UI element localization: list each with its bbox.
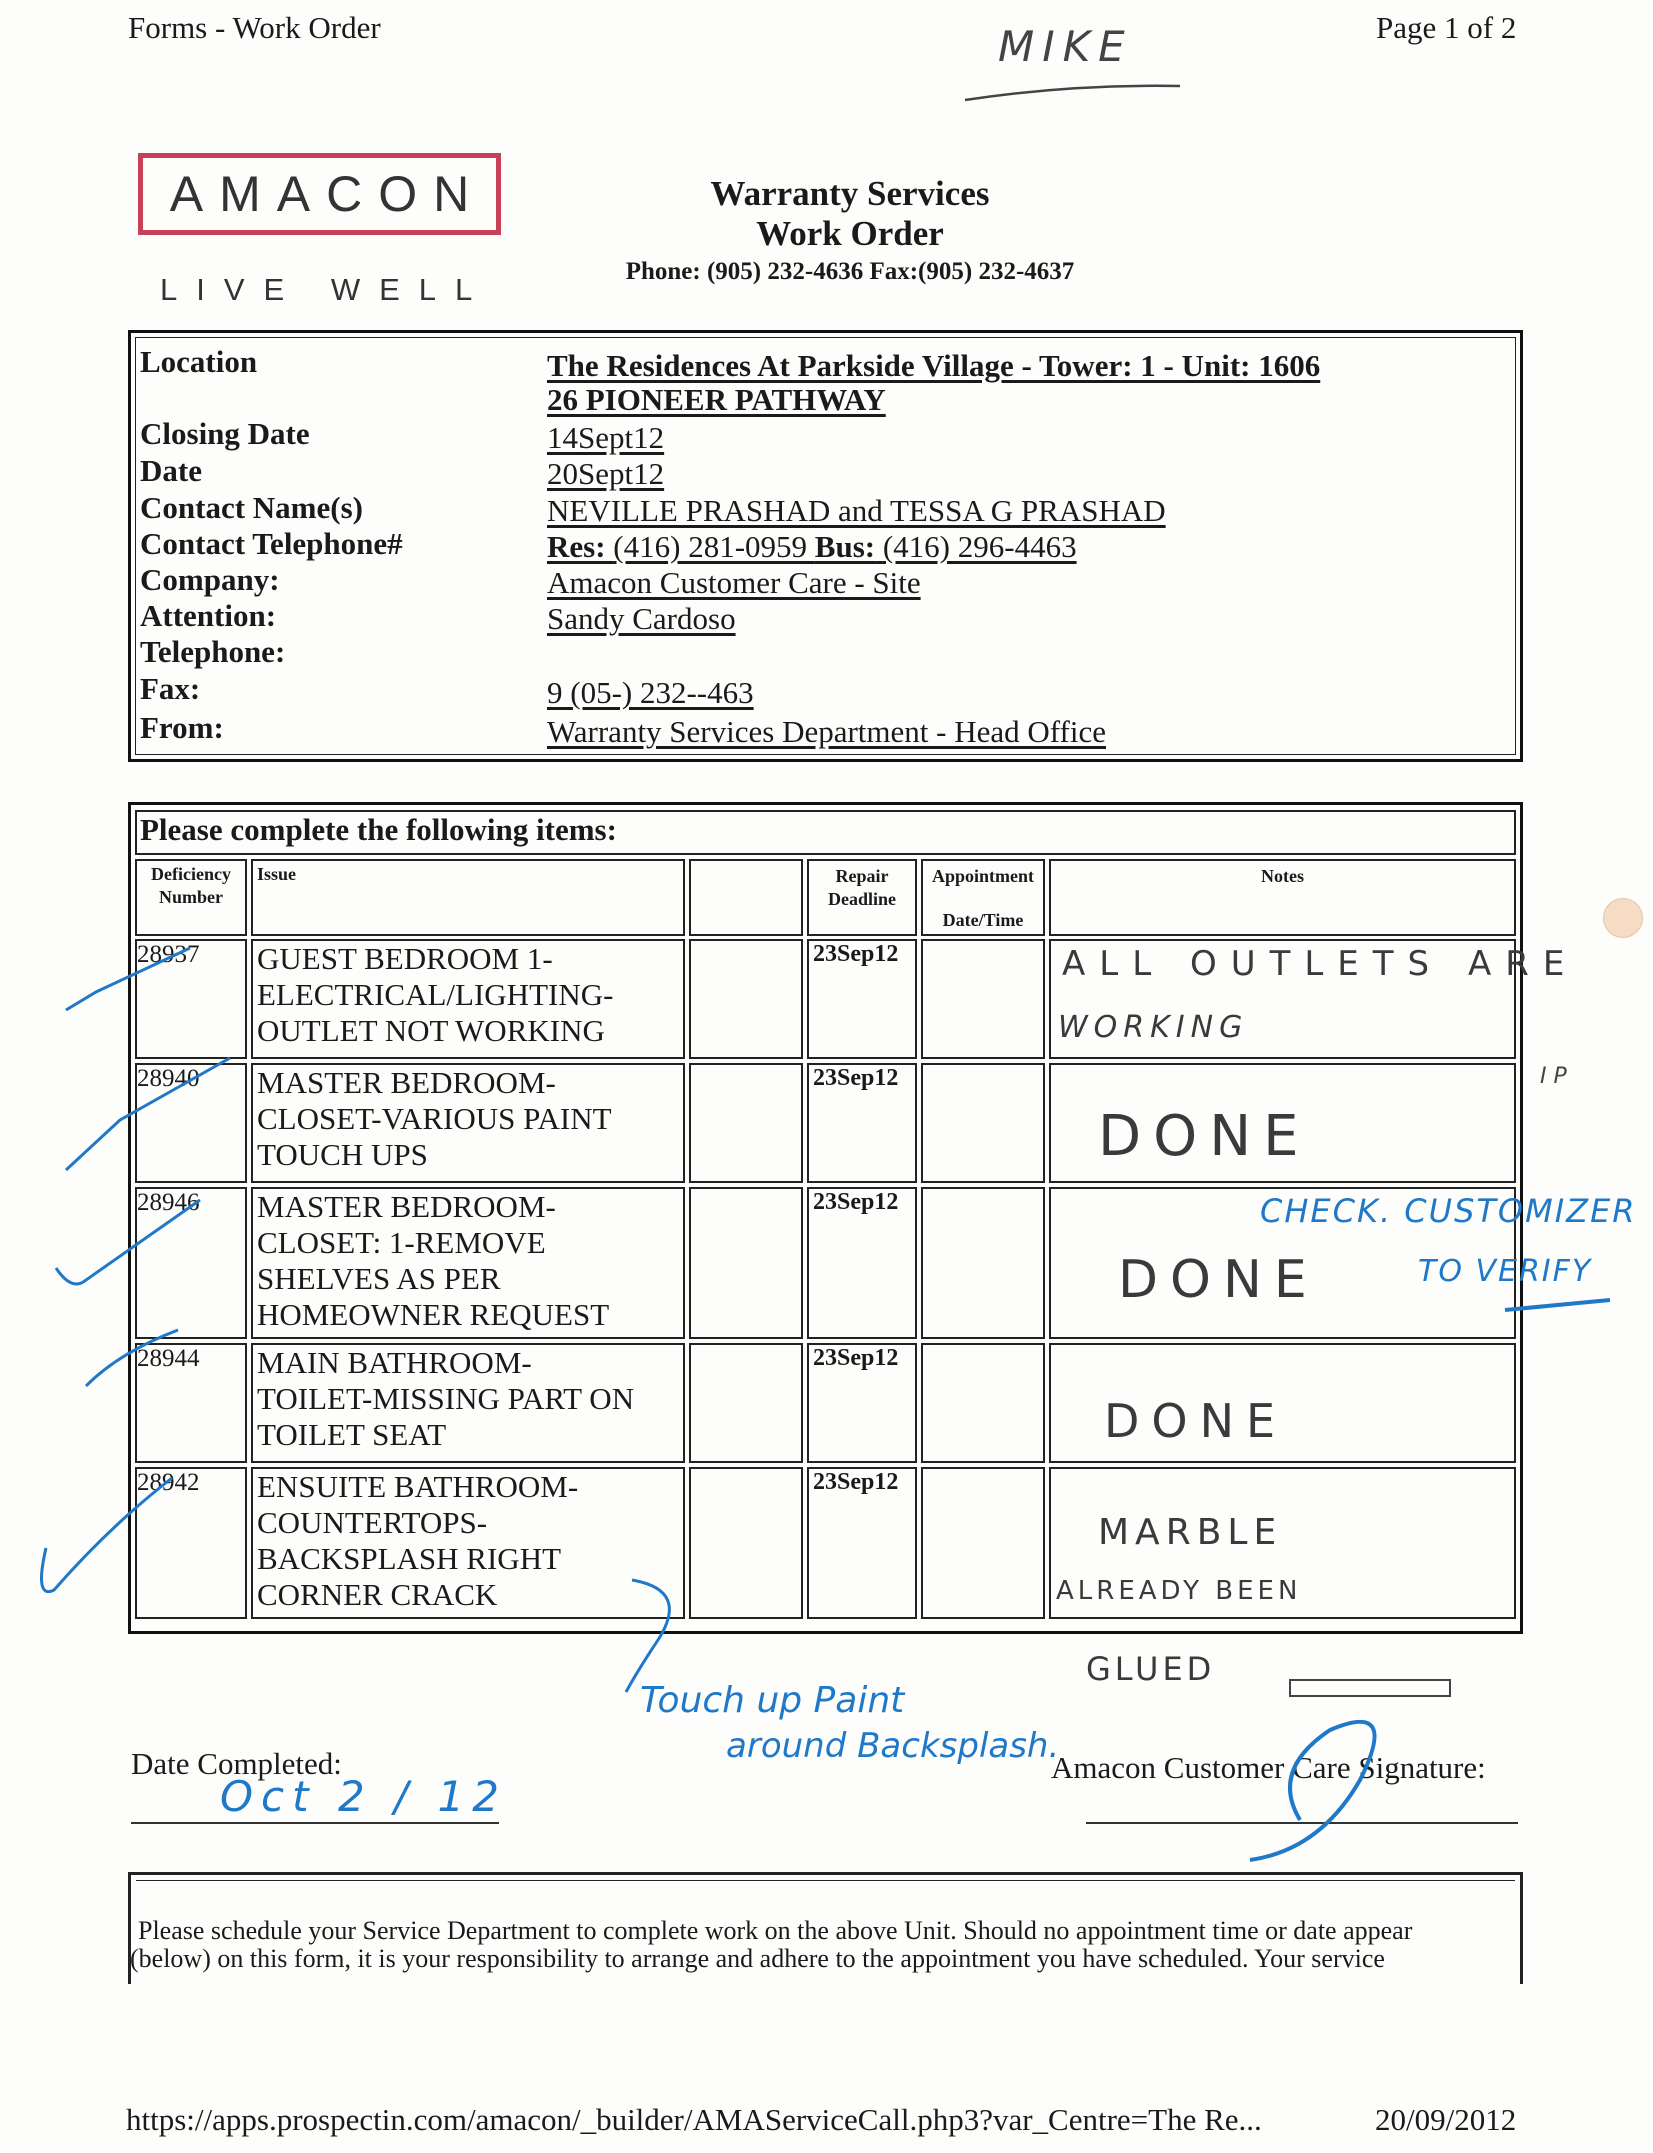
issue-line: CORNER CRACK — [257, 1577, 498, 1612]
note-row2: DONE — [1098, 1104, 1311, 1169]
company-label: Company: — [140, 562, 280, 597]
fax-label: Fax: — [140, 671, 201, 706]
note-row5-line2: ALREADY BEEN — [1056, 1576, 1302, 1606]
contact-names: NEVILLE PRASHAD and TESSA G PRASHAD — [547, 493, 1166, 528]
note-row1-line1: ALL OUTLETS ARE — [1062, 944, 1579, 984]
col-repair-2: Deadline — [827, 889, 896, 909]
contact-label: Contact Name(s) — [140, 490, 363, 525]
repair-deadline-cell — [807, 1187, 917, 1339]
issue-line: ENSUITE BATHROOM- — [257, 1469, 579, 1504]
appointment-cell — [921, 1343, 1045, 1463]
col-issue-label: Issue — [257, 864, 297, 884]
doc-subtitle: Work Order — [756, 214, 944, 253]
company: Amacon Customer Care - Site — [547, 565, 921, 600]
repair-deadline-cell — [807, 1467, 917, 1619]
attention: Sandy Cardoso — [547, 601, 736, 636]
col-issue — [251, 859, 685, 936]
col-appt-2: Date/Time — [942, 910, 1024, 930]
note-touch-up: Touch up Paint — [640, 1680, 905, 1721]
closing-date: 14Sept12 — [547, 420, 665, 455]
blue-curve-mark — [600, 1570, 700, 1700]
checkmarks — [0, 900, 260, 1620]
res-label: Res: — [547, 529, 606, 564]
note-row3-verify: TO VERIFY — [1418, 1254, 1593, 1289]
issue-cell — [251, 939, 685, 1059]
fax: 9 (05-) 232--463 — [547, 675, 754, 710]
issue-line: COUNTERTOPS- — [257, 1505, 488, 1540]
deficiency-number: 28940 — [137, 1065, 200, 1092]
repair-deadline-cell — [807, 1343, 917, 1463]
signature-label: Amacon Customer Care Signature: — [1051, 1750, 1486, 1785]
blue-arrow-mark — [1500, 1290, 1620, 1320]
handwritten-underline — [960, 78, 1185, 108]
date-completed-label: Date Completed: — [131, 1746, 342, 1781]
issue-line: SHELVES AS PER — [257, 1261, 501, 1296]
issue-line: MASTER BEDROOM- — [257, 1189, 556, 1224]
deficiency-number: 28946 — [137, 1189, 200, 1216]
repair-deadline-cell — [807, 1063, 917, 1183]
signature-mark — [1230, 1660, 1470, 1890]
attention-label: Attention: — [140, 598, 277, 633]
blank-cell — [689, 1063, 803, 1183]
issue-line: TOILET SEAT — [257, 1417, 447, 1452]
repair-deadline: 23Sep12 — [813, 1469, 899, 1495]
contact-tel-label: Contact Telephone# — [140, 526, 403, 561]
stain-mark — [1603, 898, 1643, 938]
blank-cell — [689, 1467, 803, 1619]
bus-label: Bus: — [814, 529, 876, 564]
blank-cell — [689, 1187, 803, 1339]
col-def-2: Number — [159, 887, 223, 907]
note-row5-line1: MARBLE — [1098, 1512, 1283, 1553]
closing-date-label: Closing Date — [140, 416, 310, 451]
notice-line2: (below) on this form, it is your responsibility to arrange and adhere to the appointment you have scheduled. Your service — [130, 1944, 1385, 1973]
note-row5-line3: GLUED — [1086, 1650, 1216, 1688]
appointment-cell — [921, 939, 1045, 1059]
handwritten-name: MIKE — [998, 22, 1133, 71]
issue-line: GUEST BEDROOM 1- — [257, 941, 553, 976]
repair-deadline: 23Sep12 — [813, 1065, 899, 1091]
logo-tagline: LIVE WELL — [160, 272, 492, 307]
amacon-logo — [138, 153, 501, 235]
repair-deadline: 23Sep12 — [813, 1345, 899, 1371]
issue-line: BACKSPLASH RIGHT — [257, 1541, 562, 1576]
from-label: From: — [140, 710, 224, 745]
issue-cell — [251, 1187, 685, 1339]
print-date: 20/09/2012 — [1375, 2102, 1517, 2137]
issue-line: CLOSET: 1-REMOVE — [257, 1225, 546, 1260]
location-line1: The Residences At Parkside Village - Tower: 1 - Unit: 1606 — [547, 348, 1321, 383]
blank-cell — [689, 1343, 803, 1463]
issue-line: ELECTRICAL/LIGHTING- — [257, 977, 614, 1012]
location-line2: 26 PIONEER PATHWAY — [547, 382, 886, 417]
print-url: https://apps.prospectin.com/amacon/_builder/AMAServiceCall.php3?var_Centre=The Re... — [126, 2102, 1262, 2137]
issue-line: TOUCH UPS — [257, 1137, 428, 1172]
issue-line: MAIN BATHROOM- — [257, 1345, 532, 1380]
res-phone: (416) 281-0959 — [613, 529, 808, 564]
date-completed-line — [131, 1822, 499, 1824]
note-side-mark: I P — [1540, 1064, 1567, 1089]
repair-deadline-cell — [807, 939, 917, 1059]
phone-fax: Phone: (905) 232-4636 Fax:(905) 232-4637 — [625, 258, 1075, 285]
notice-line1: Please schedule your Service Department to complete work on the above Unit. Should no appointment time or date appear — [138, 1916, 1413, 1945]
note-row4: DONE — [1104, 1394, 1288, 1448]
col-repair-1: Repair — [835, 866, 889, 886]
bus-phone: (416) 296-4463 — [882, 529, 1077, 564]
issue-cell — [251, 1343, 685, 1463]
telephone-label: Telephone: — [140, 634, 286, 669]
date-label: Date — [140, 453, 202, 488]
blank-cell — [689, 939, 803, 1059]
col-blank — [689, 859, 803, 936]
note-row3-check: CHECK. CUSTOMIZER — [1260, 1192, 1637, 1230]
issue-line: OUTLET NOT WORKING — [257, 1013, 605, 1048]
date-completed-value: Oct 2 / 12 — [220, 1772, 507, 1821]
issue-line: MASTER BEDROOM- — [257, 1065, 556, 1100]
issue-cell — [251, 1063, 685, 1183]
col-notes-label: Notes — [1261, 866, 1304, 886]
deficiency-number: 28937 — [137, 941, 200, 968]
form-header-title: Forms - Work Order — [128, 10, 381, 45]
location-label: Location — [140, 344, 258, 379]
from: Warranty Services Department - Head Office — [547, 714, 1106, 749]
repair-deadline: 23Sep12 — [813, 1189, 899, 1215]
logo-name: AMACON — [169, 166, 486, 222]
appointment-cell — [921, 1063, 1045, 1183]
col-appt-1: Appointment — [931, 866, 1034, 886]
contact-telephones — [547, 529, 1077, 565]
note-row1-line2: WORKING — [1058, 1010, 1249, 1045]
page-number: Page 1 of 2 — [1376, 10, 1517, 45]
note-row3: DONE — [1118, 1250, 1319, 1310]
appointment-cell — [921, 1187, 1045, 1339]
note-around-backsplash: around Backsplash. — [726, 1726, 1060, 1766]
col-notes — [1049, 859, 1516, 936]
issue-line: TOILET-MISSING PART ON — [257, 1381, 635, 1416]
appointment-cell — [921, 1467, 1045, 1619]
doc-title: Warranty Services — [710, 174, 990, 213]
deficiency-number: 28944 — [137, 1345, 200, 1372]
issue-line: CLOSET-VARIOUS PAINT — [257, 1101, 612, 1136]
issue-line: HOMEOWNER REQUEST — [257, 1297, 610, 1332]
date: 20Sept12 — [547, 456, 665, 491]
col-def-1: Deficiency — [151, 864, 231, 884]
col-repair-deadline — [807, 859, 917, 936]
repair-deadline: 23Sep12 — [813, 941, 899, 967]
col-appointment — [921, 859, 1045, 936]
deficiency-number: 28942 — [137, 1469, 200, 1496]
items-title: Please complete the following items: — [140, 812, 617, 847]
notice-inner-line — [136, 1880, 1515, 1884]
